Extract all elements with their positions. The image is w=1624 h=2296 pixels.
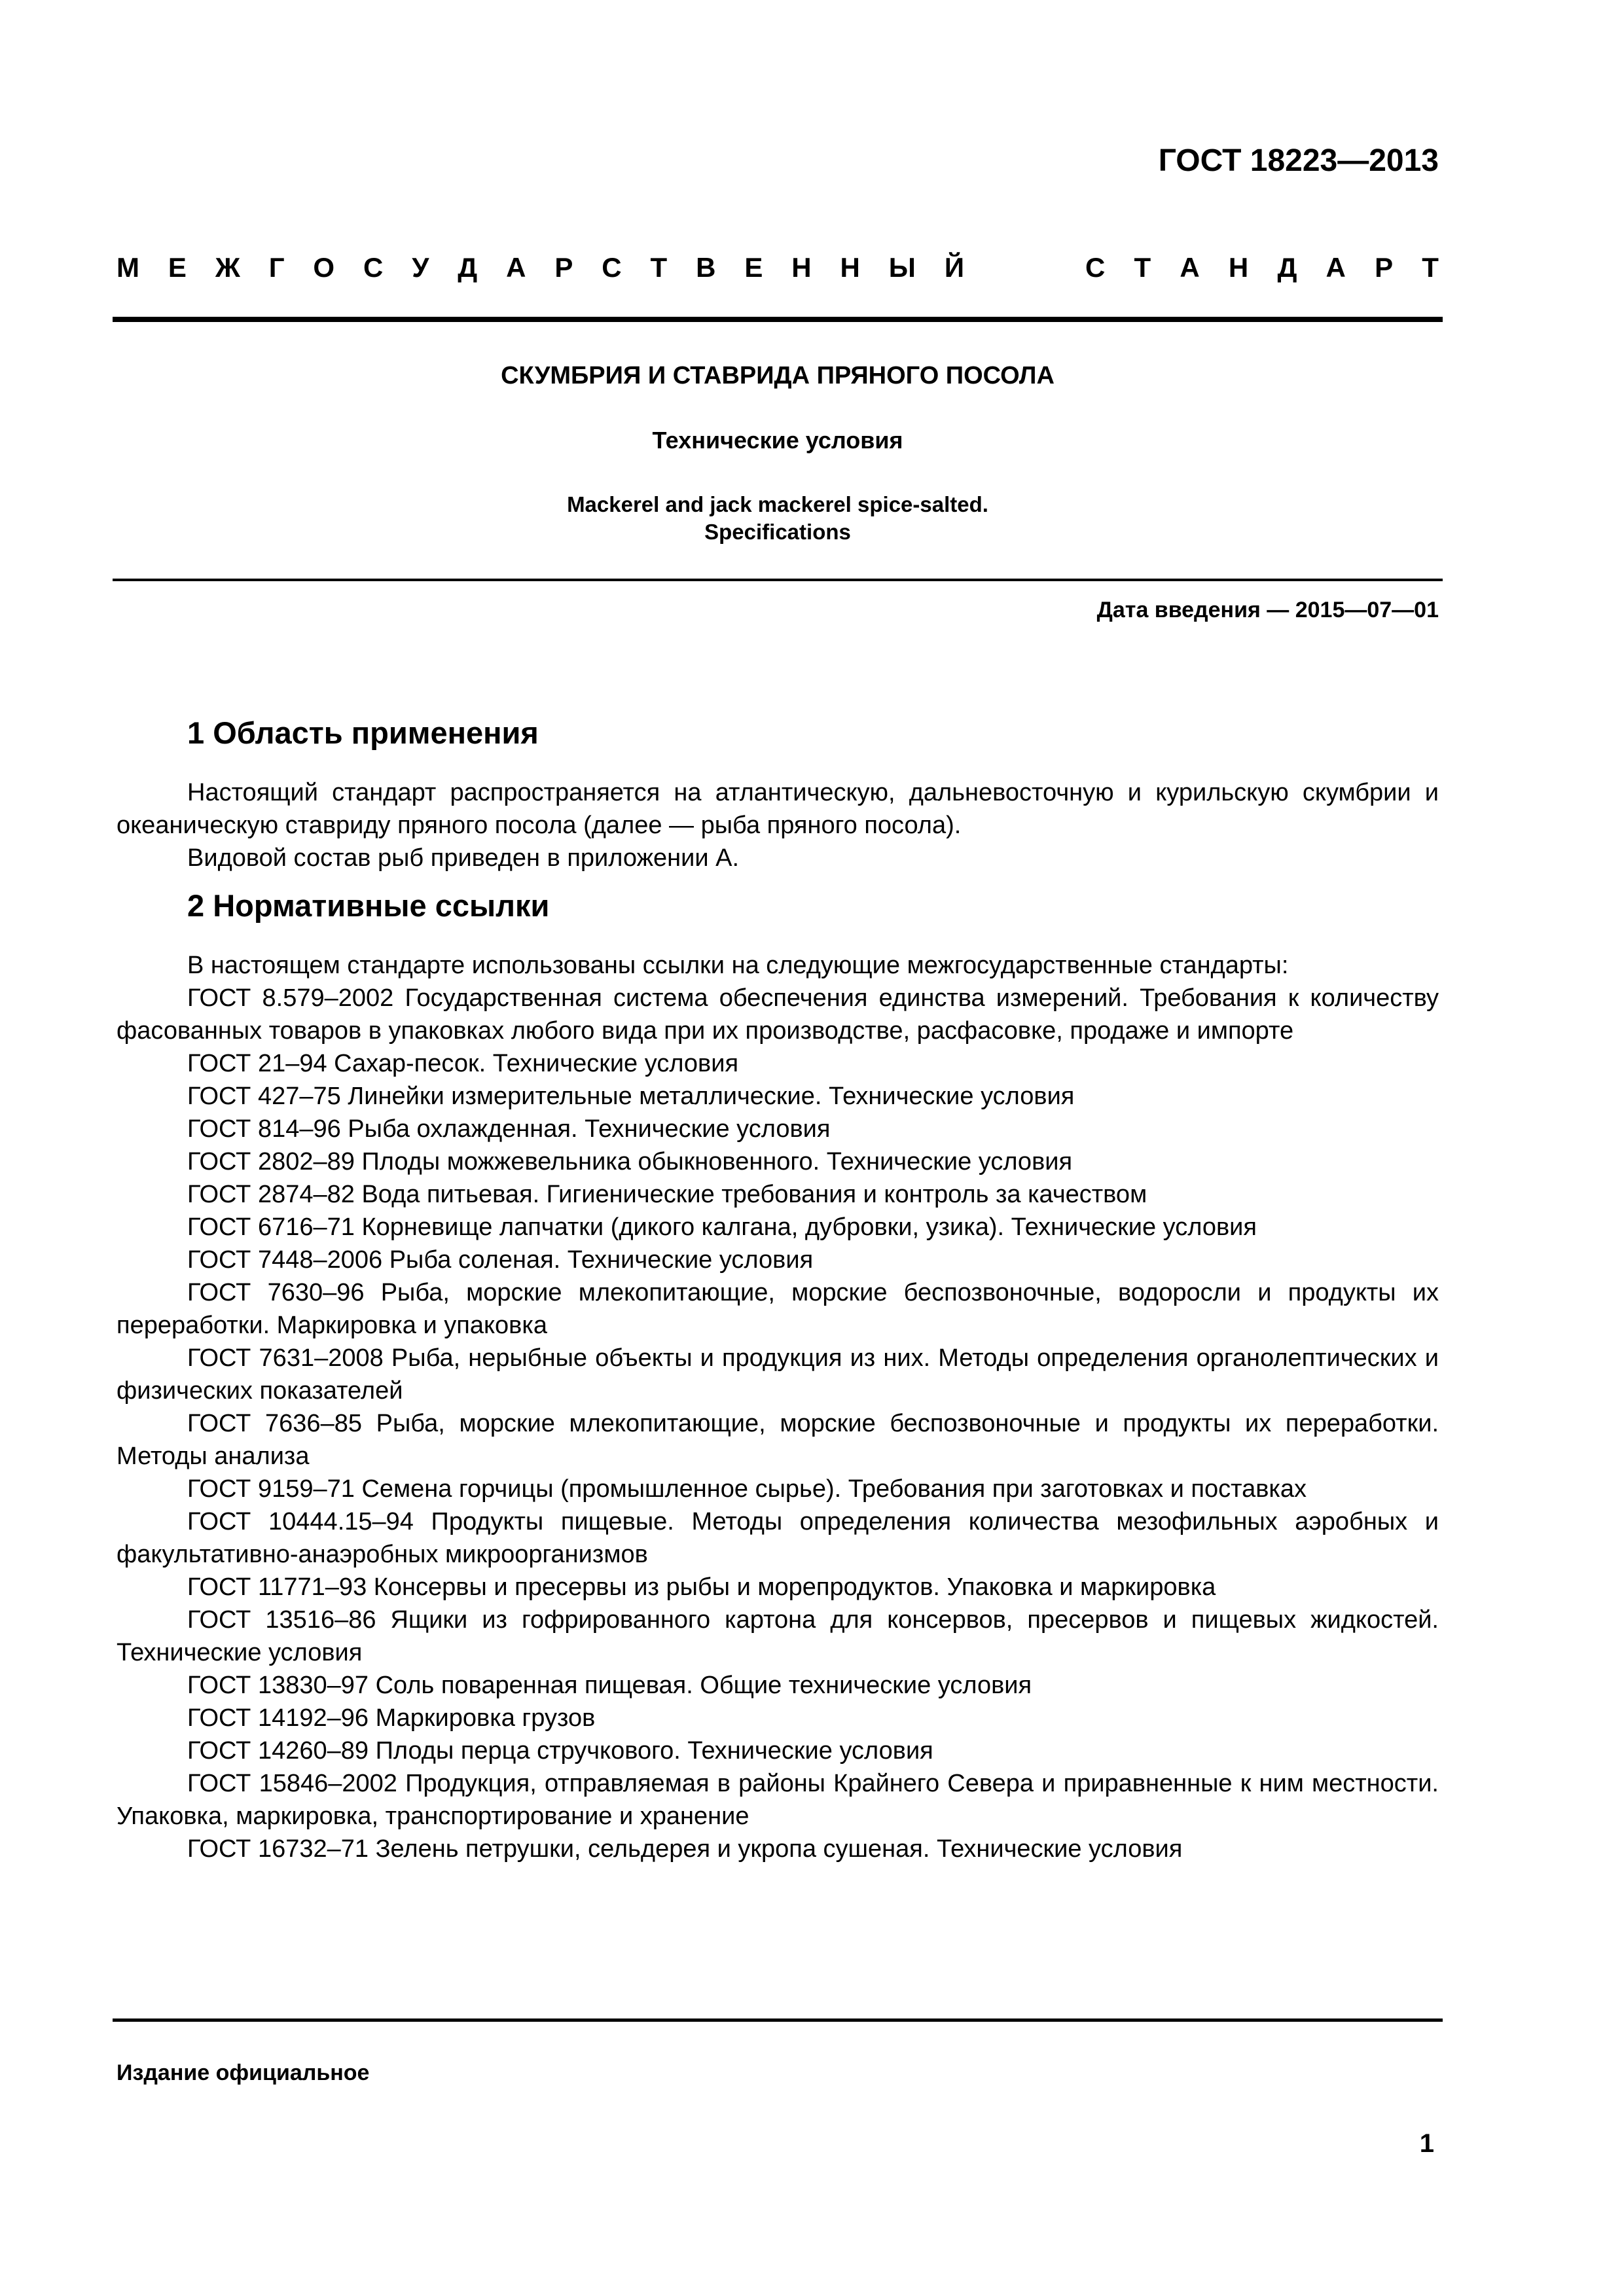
section-2-paragraph: ГОСТ 427–75 Линейки измерительные металлические. Технические условия xyxy=(187,1083,1075,1110)
header-rule xyxy=(113,317,1443,322)
english-title-line2: Specifications xyxy=(704,520,851,544)
section-2-paragraph: ГОСТ 2874–82 Вода питьевая. Гигиенические требования и контроль за качеством xyxy=(187,1181,1147,1208)
edition-label: Издание официальное xyxy=(117,2060,370,2085)
document-body xyxy=(117,713,1439,1865)
section-2-paragraph: В настоящем стандарте использованы ссылки на следующие межгосударственные стандарты: xyxy=(187,952,1289,979)
section-1-content xyxy=(117,776,1439,874)
section-2-paragraph: ГОСТ 16732–71 Зелень петрушки, сельдерея и укропа сушеная. Технические условия xyxy=(187,1835,1183,1863)
title-rule xyxy=(113,579,1443,581)
section-2-paragraph: ГОСТ 7631–2008 Рыба, нерыбные объекты и продукция из них. Методы определения органолептических и физических показателей xyxy=(117,1344,1439,1405)
english-title xyxy=(113,491,1443,546)
banner-word-interstate: М Е Ж Г О С У Д А Р С Т В Е Н Н Ы Й xyxy=(117,252,964,283)
section-2-paragraph: ГОСТ 2802–89 Плоды можжевельника обыкновенного. Технические условия xyxy=(187,1148,1073,1175)
title-block xyxy=(113,359,1443,546)
section-2-paragraph: ГОСТ 13516–86 Ящики из гофрированного картона для консервов, пресервов и пищевых жидкостей. Технические условия xyxy=(117,1606,1439,1666)
section-2-paragraph: ГОСТ 14192–96 Маркировка грузов xyxy=(187,1704,596,1732)
footer-rule xyxy=(113,2018,1443,2022)
section-2-heading: 2 Нормативные ссылки xyxy=(187,888,550,923)
section-1-paragraph: Видовой состав рыб приведен в приложении А. xyxy=(187,844,740,872)
page-number: 1 xyxy=(1419,2129,1434,2158)
section-2-paragraph: ГОСТ 6716–71 Корневище лапчатки (дикого калгана, дубровки, узика). Технические условия xyxy=(187,1213,1257,1241)
section-2-content xyxy=(117,949,1439,1865)
section-1-heading: 1 Область применения xyxy=(187,715,539,750)
document-number: ГОСТ 18223—2013 xyxy=(1158,143,1439,178)
section-2-paragraph: ГОСТ 21–94 Сахар-песок. Технические условия xyxy=(187,1050,739,1077)
document-subtitle: Технические условия xyxy=(652,427,903,454)
banner-word-standard: С Т А Н Д А Р Т xyxy=(1085,252,1439,283)
section-2-paragraph: ГОСТ 13830–97 Соль поваренная пищевая. Общие технические условия xyxy=(187,1672,1032,1699)
introduction-date: Дата введения — 2015—07—01 xyxy=(1096,598,1439,622)
section-2-paragraph: ГОСТ 15846–2002 Продукция, отправляемая в районы Крайнего Севера и приравненные к ним местности. Упаковка, маркировка, транспортирование и хранение xyxy=(117,1770,1439,1830)
section-2-paragraph: ГОСТ 9159–71 Семена горчицы (промышленное сырье). Требования при заготовках и поставках xyxy=(187,1475,1307,1503)
section-2-paragraph: ГОСТ 7448–2006 Рыба соленая. Технические условия xyxy=(187,1246,814,1274)
section-2-paragraph: ГОСТ 11771–93 Консервы и пресервы из рыбы и морепродуктов. Упаковка и маркировка xyxy=(187,1573,1216,1601)
section-2-paragraph: ГОСТ 7630–96 Рыба, морские млекопитающие, морские беспозвоночные, водоросли и продукты их переработки. Маркировка и упаковка xyxy=(117,1279,1439,1339)
document-title: СКУМБРИЯ И СТАВРИДА ПРЯНОГО ПОСОЛА xyxy=(501,362,1055,389)
section-2-paragraph: ГОСТ 10444.15–94 Продукты пищевые. Методы определения количества мезофильных аэробных и факультативно-анаэробных микроорганизмов xyxy=(117,1508,1439,1568)
section-1-paragraph: Настоящий стандарт распространяется на атлантическую, дальневосточную и курильскую скумбрии и океаническую ставриду пряного посола (далее — рыба пряного посола). xyxy=(117,779,1439,839)
section-2-paragraph: ГОСТ 814–96 Рыба охлажденная. Технические условия xyxy=(187,1115,831,1143)
section-2-paragraph: ГОСТ 7636–85 Рыба, морские млекопитающие, морские беспозвоночные и продукты их переработки. Методы анализа xyxy=(117,1410,1439,1470)
section-2-paragraph: ГОСТ 8.579–2002 Государственная система обеспечения единства измерений. Требования к количеству фасованных товаров в упаковках любого вида при их производстве, расфасовке, продаже и импорте xyxy=(117,984,1439,1045)
section-2-paragraph: ГОСТ 14260–89 Плоды перца стручкового. Технические условия xyxy=(187,1737,933,1765)
standard-banner xyxy=(117,254,1439,281)
english-title-line1: Mackerel and jack mackerel spice-salted. xyxy=(567,492,988,516)
